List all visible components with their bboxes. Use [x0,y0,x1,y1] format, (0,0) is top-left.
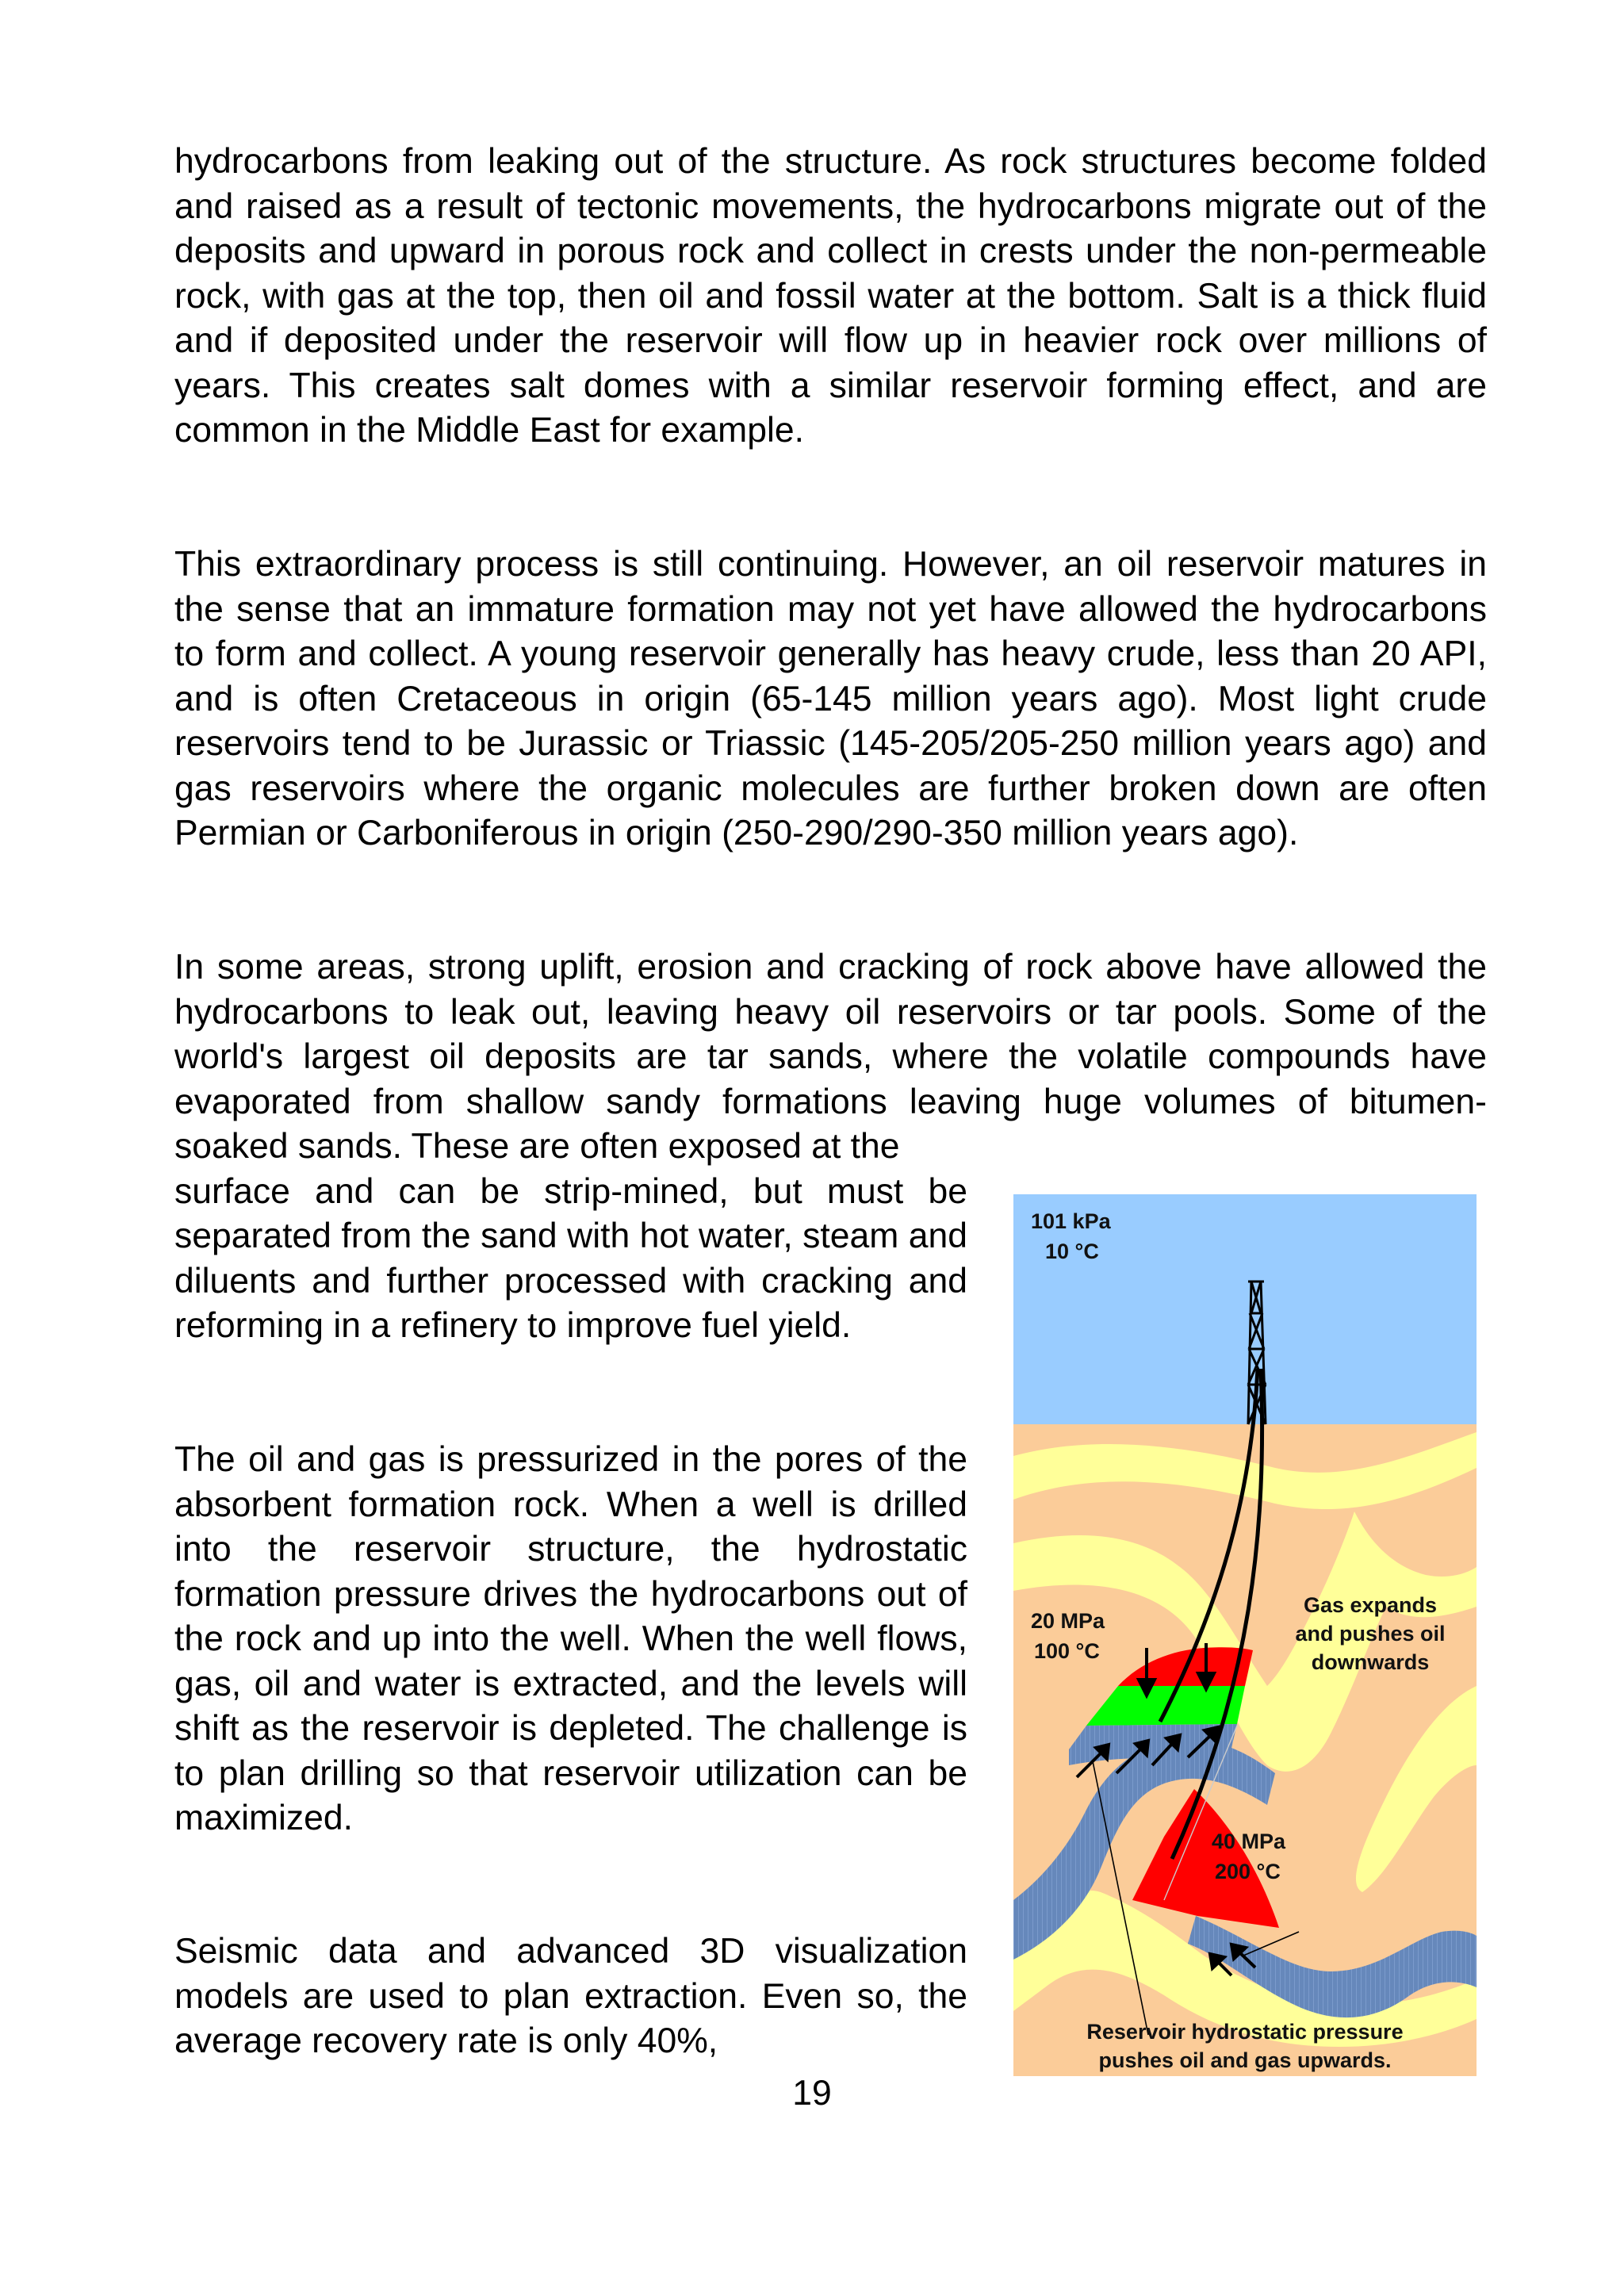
gas-note-line-1: Gas expands [1303,1593,1438,1617]
paragraph-1: hydrocarbons from leaking out of the structure. As rock structures become folded and raised as a result of tectonic movements, the hydrocarbons migrate out of the deposits and upward in porous rock and collect in crests under the non-permeable rock, with gas at the top, then oil and fossil water at the bottom. Salt is a thick fluid and if deposited under the reservoir will flow up in heavier rock over millions of years. This creates salt domes with a similar reservoir forming effect, and are common in the Middle East for example. [174,142,1487,450]
pressure-note-line-2: pushes oil and gas upwards. [1098,2048,1392,2072]
surface-pressure-label: 101 kPa [1031,1209,1111,1233]
hydrostatic-pressure-note [1017,2017,1473,2075]
paragraph-3-wide: In some areas, strong uplift, erosion and cracking of rock above have allowed the hydrocarbons to leak out, leaving heavy oil reservoirs or tar pools. Some of the world's largest oil deposits are tar sands, where the volatile compounds have evaporated from shallow sandy formations leaving huge volumes of bitumen-soaked sands. These are often exposed at the [174,948,1487,1166]
upper-reservoir-temperature-label: 100 °C [1034,1639,1100,1663]
lower-reservoir-pressure-label: 40 MPa [1212,1829,1286,1853]
reservoir-diagram [1013,1194,1477,2076]
upper-reservoir-pressure-label: 20 MPa [1031,1609,1105,1633]
gas-expands-note [1275,1591,1465,1676]
paragraph-5: Seismic data and advanced 3D visualization models are used to plan extraction. Even so, the average recovery rate is only 40%, [174,1932,967,2060]
surface-temperature-label: 10 °C [1045,1239,1099,1263]
paragraph-3-narrow: surface and can be strip-mined, but must be separated from the sand with hot water, steam and diluents and further processed with cracking and reforming in a refinery to improve fuel yield. [174,1171,967,1345]
gas-note-line-2: and pushes oil [1295,1622,1446,1646]
pressure-note-line-1: Reservoir hydrostatic pressure [1086,2020,1404,2044]
lower-reservoir-temperature-label: 200 °C [1215,1860,1281,1883]
paragraph-2: This extraordinary process is still continuing. However, an oil reservoir matures in the sense that an immature formation may not yet have allowed the hydrocarbons to form and collect. A young reservoir generally has heavy crude, less than 20 API, and is often Cretaceous in origin (65-145 million years ago). Most light crude reservoirs tend to be Jurassic or Triassic (145-205/205-250 million years ago) and gas reservoirs where the organic molecules are further broken down are often Permian or Carboniferous in origin (250-290/290-350 million years ago). [174,545,1487,852]
paragraph-4: The oil and gas is pressurized in the pores of the absorbent formation rock. When a well is drilled into the reservoir structure, the hydrostatic formation pressure drives the hydrocarbons out of the rock and up into the well. When the well flows, gas, oil and water is extracted, and the levels will shift as the reservoir is depleted. The challenge is to plan drilling so that reservoir utilization can be maximized. [174,1440,967,1837]
gas-note-line-3: downwards [1311,1650,1430,1674]
page-number: 19 [792,2074,832,2113]
